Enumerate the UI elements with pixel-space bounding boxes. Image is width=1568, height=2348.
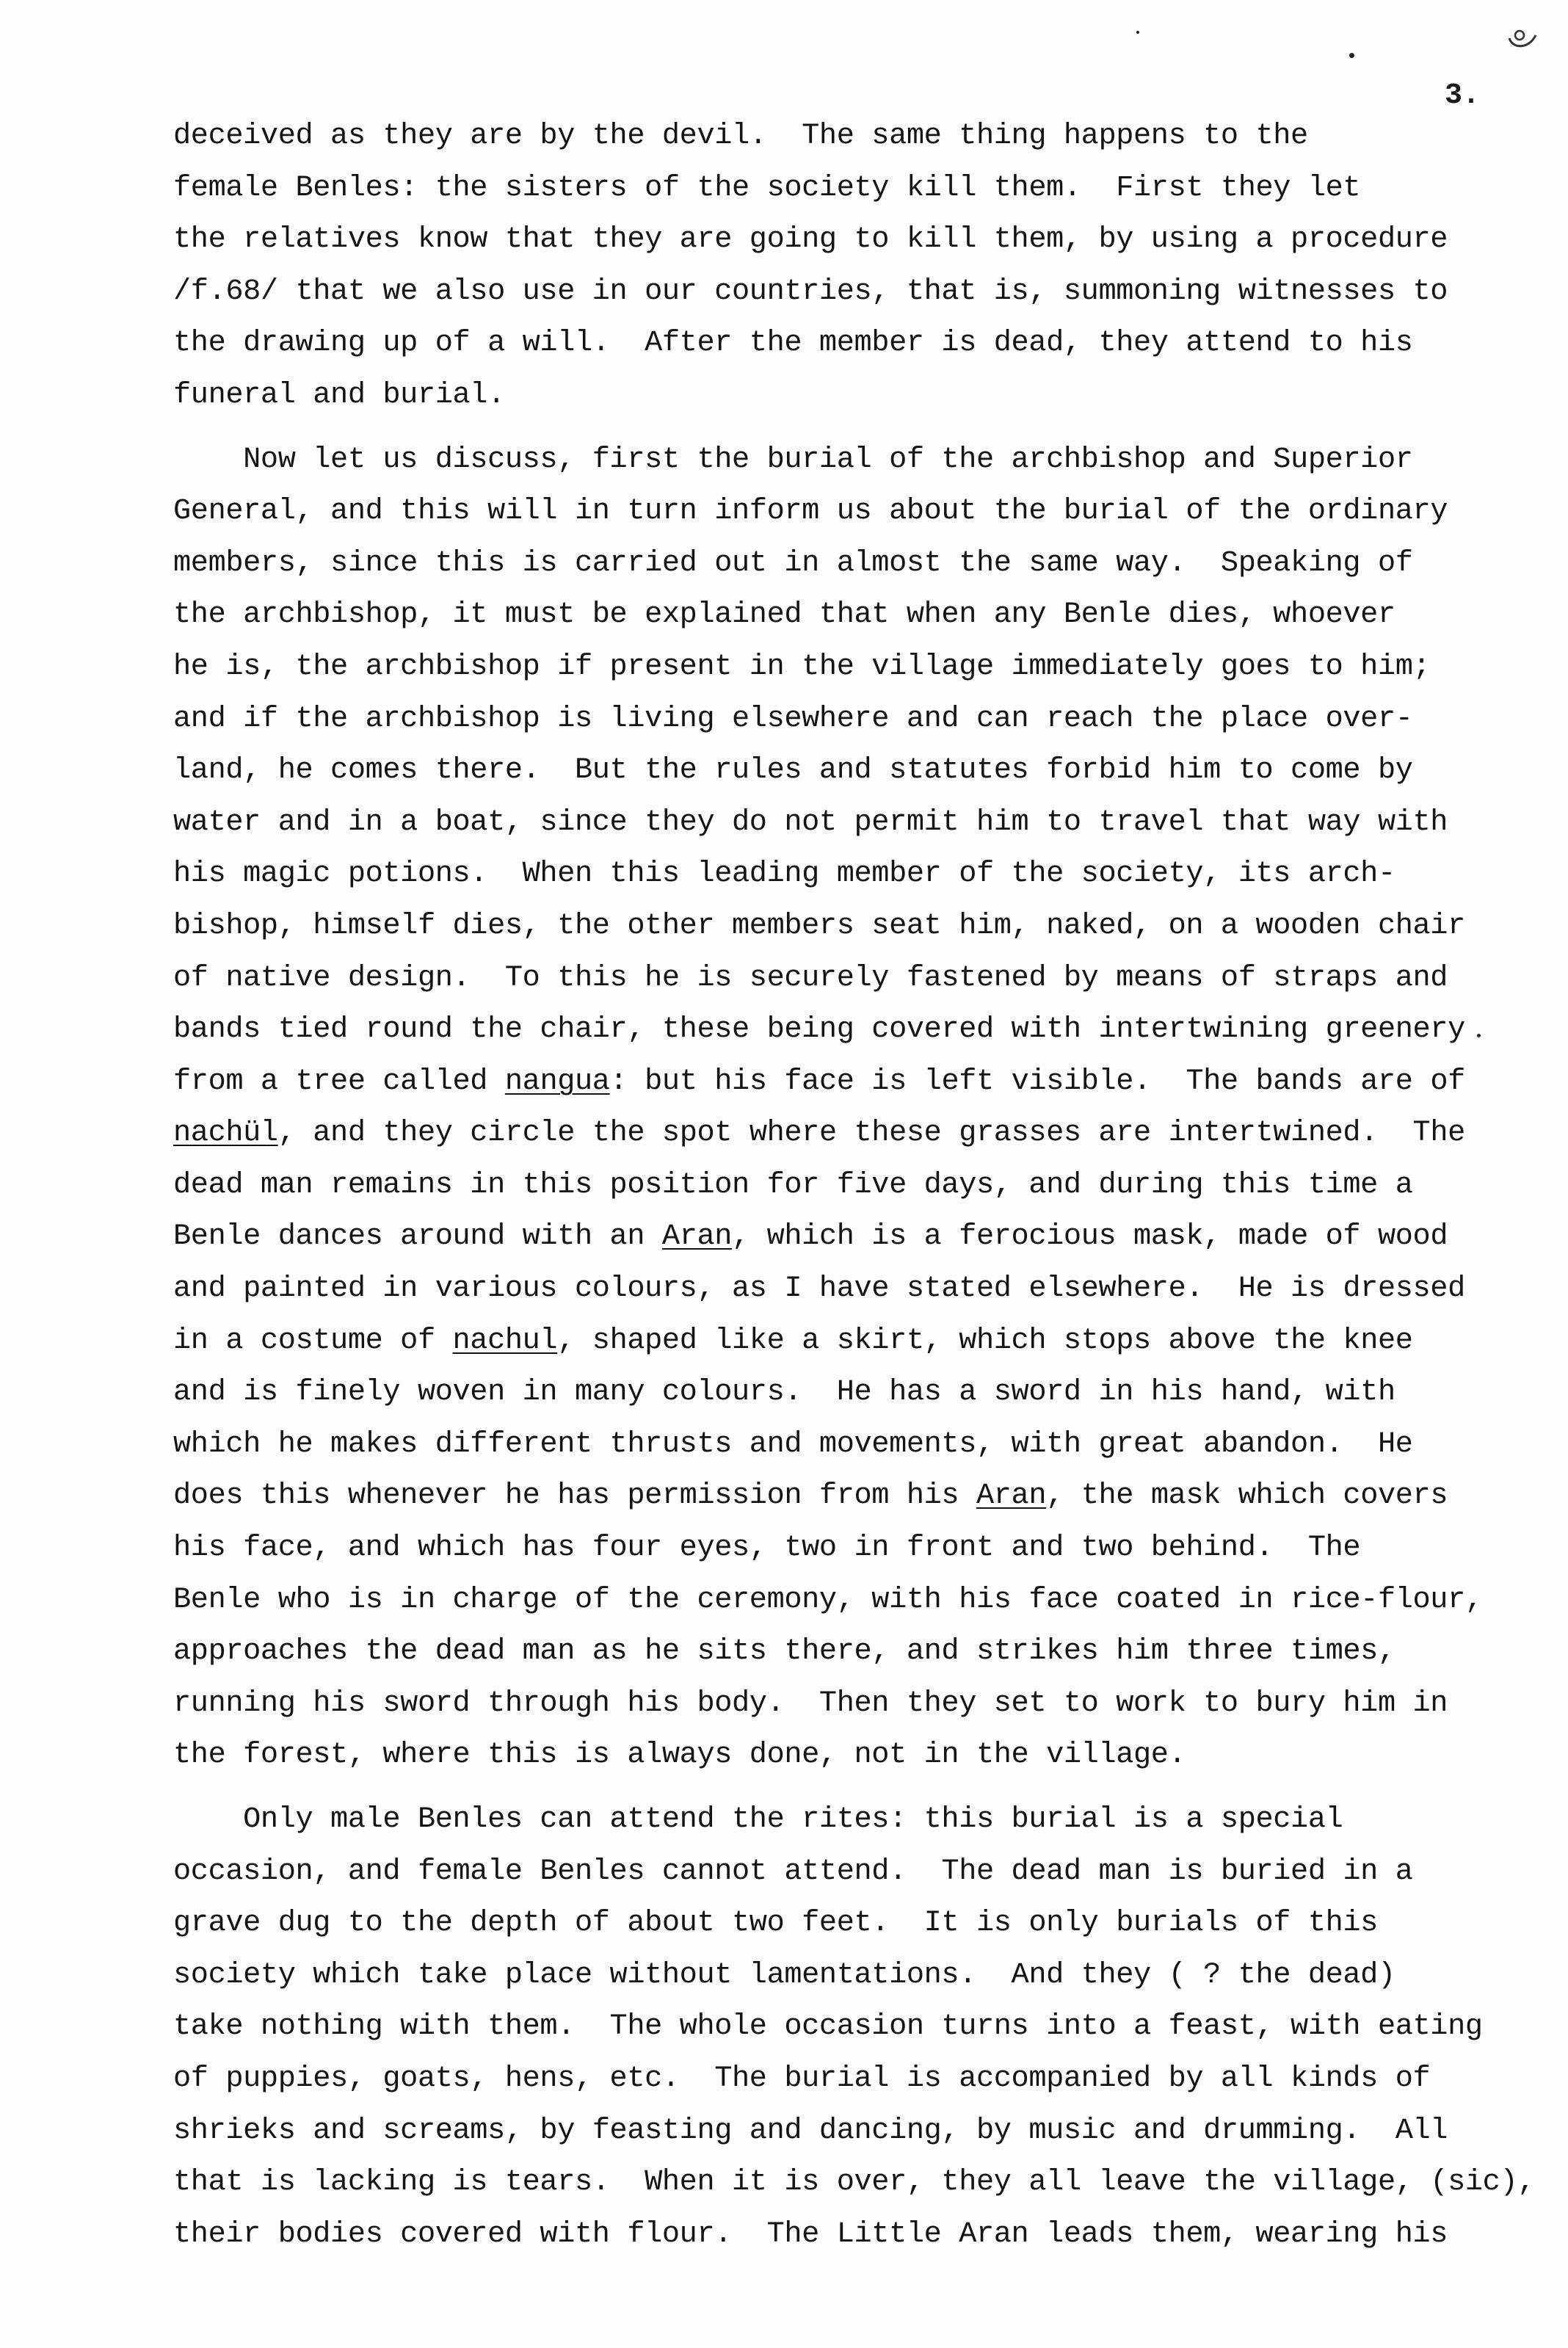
text-line: of native design. To this he is securely fastened by means of straps and <box>173 960 1448 995</box>
paragraph-gap <box>173 1781 1553 1794</box>
text-line: members, since this is carried out in almost the same way. Speaking of <box>173 546 1413 580</box>
text-line: Benle dances around with an Aran, which is a ferocious mask, made of wood <box>173 1220 1448 1254</box>
text-line: deceived as they are by the devil. The same thing happens to the <box>173 119 1308 153</box>
text-line: occasion, and female Benles cannot attend. The dead man is buried in a <box>173 1854 1413 1888</box>
page-number: 3. <box>1445 79 1481 112</box>
text-line: his magic potions. When this leading member of the society, its arch- <box>173 857 1395 891</box>
text-line: shrieks and screams, by feasting and dancing, by music and drumming. All <box>173 2113 1448 2148</box>
text-line: the archbishop, it must be explained that when any Benle dies, whoever <box>173 598 1395 632</box>
text-line: Benle who is in charge of the ceremony, with his face coated in rice-flour, <box>173 1582 1483 1617</box>
text-line: of puppies, goats, hens, etc. The burial is accompanied by all kinds of <box>173 2061 1431 2095</box>
text-line: approaches the dead man as he sits there, and strikes him three times, <box>173 1634 1395 1669</box>
text-line: in a costume of nachul, shaped like a skirt, which stops above the knee <box>173 1323 1413 1358</box>
text-line: running his sword through his body. Then they set to work to bury him in <box>173 1686 1448 1720</box>
stray-dot <box>1349 53 1354 58</box>
text-line: grave dug to the depth of about two feet. It is only burials of this <box>173 1906 1378 1941</box>
text-line: the relatives know that they are going to kill them, by using a procedure <box>173 222 1448 257</box>
stray-dot <box>1136 31 1139 34</box>
text-line: Now let us discuss, first the burial of the archbishop and Superior <box>173 442 1413 477</box>
text-line: female Benles: the sisters of the society kill them. First they let <box>173 170 1361 205</box>
text-line: which he makes different thrusts and movements, with great abandon. He <box>173 1427 1413 1461</box>
handwritten-mark-icon <box>1506 28 1539 53</box>
text-line: nachül, and they circle the spot where these grasses are intertwined. The <box>173 1116 1465 1151</box>
text-line: that is lacking is tears. When it is over, they all leave the village, (sic), <box>173 2165 1536 2200</box>
text-line: the forest, where this is always done, not in the village. <box>173 1738 1186 1772</box>
text-line: land, he comes there. But the rules and statutes forbid him to come by <box>173 753 1413 788</box>
text-line: General, and this will in turn inform us about the burial of the ordinary <box>173 494 1448 529</box>
text-line: and is finely woven in many colours. He has a sword in his hand, with <box>173 1375 1395 1410</box>
text-line: does this whenever he has permission from his Aran, the mask which covers <box>173 1479 1448 1513</box>
paragraph-gap <box>173 421 1553 434</box>
text-line: from a tree called nangua: but his face is left visible. The bands are of <box>173 1064 1465 1098</box>
text-line: funeral and burial. <box>173 377 505 412</box>
text-line: Only male Benles can attend the rites: this burial is a special <box>173 1802 1343 1836</box>
text-line: bands tied round the chair, these being covered with intertwining greenery <box>173 1012 1465 1047</box>
text-line: water and in a boat, since they do not permit him to travel that way with <box>173 805 1448 839</box>
text-line: and if the archbishop is living elsewhere and can reach the place over- <box>173 701 1413 736</box>
text-line: society which take place without lamentations. And they ( ? the dead) <box>173 1957 1395 1992</box>
text-line: and painted in various colours, as I have stated elsewhere. He is dressed <box>173 1272 1465 1306</box>
text-line: their bodies covered with flour. The Little Aran leads them, wearing his <box>173 2217 1448 2251</box>
text-line: bishop, himself dies, the other members seat him, naked, on a wooden chair <box>173 908 1465 943</box>
body-text <box>173 110 1553 2260</box>
text-line: his face, and which has four eyes, two in front and two behind. The <box>173 1531 1361 1565</box>
text-line: the drawing up of a will. After the member is dead, they attend to his <box>173 326 1413 360</box>
text-line: dead man remains in this position for five days, and during this time a <box>173 1167 1413 1202</box>
text-line: he is, the archbishop if present in the village immediately goes to him; <box>173 649 1431 684</box>
text-line: take nothing with them. The whole occasion turns into a feast, with eating <box>173 2010 1483 2044</box>
text-line: /f.68/ that we also use in our countries, that is, summoning witnesses to <box>173 274 1448 308</box>
